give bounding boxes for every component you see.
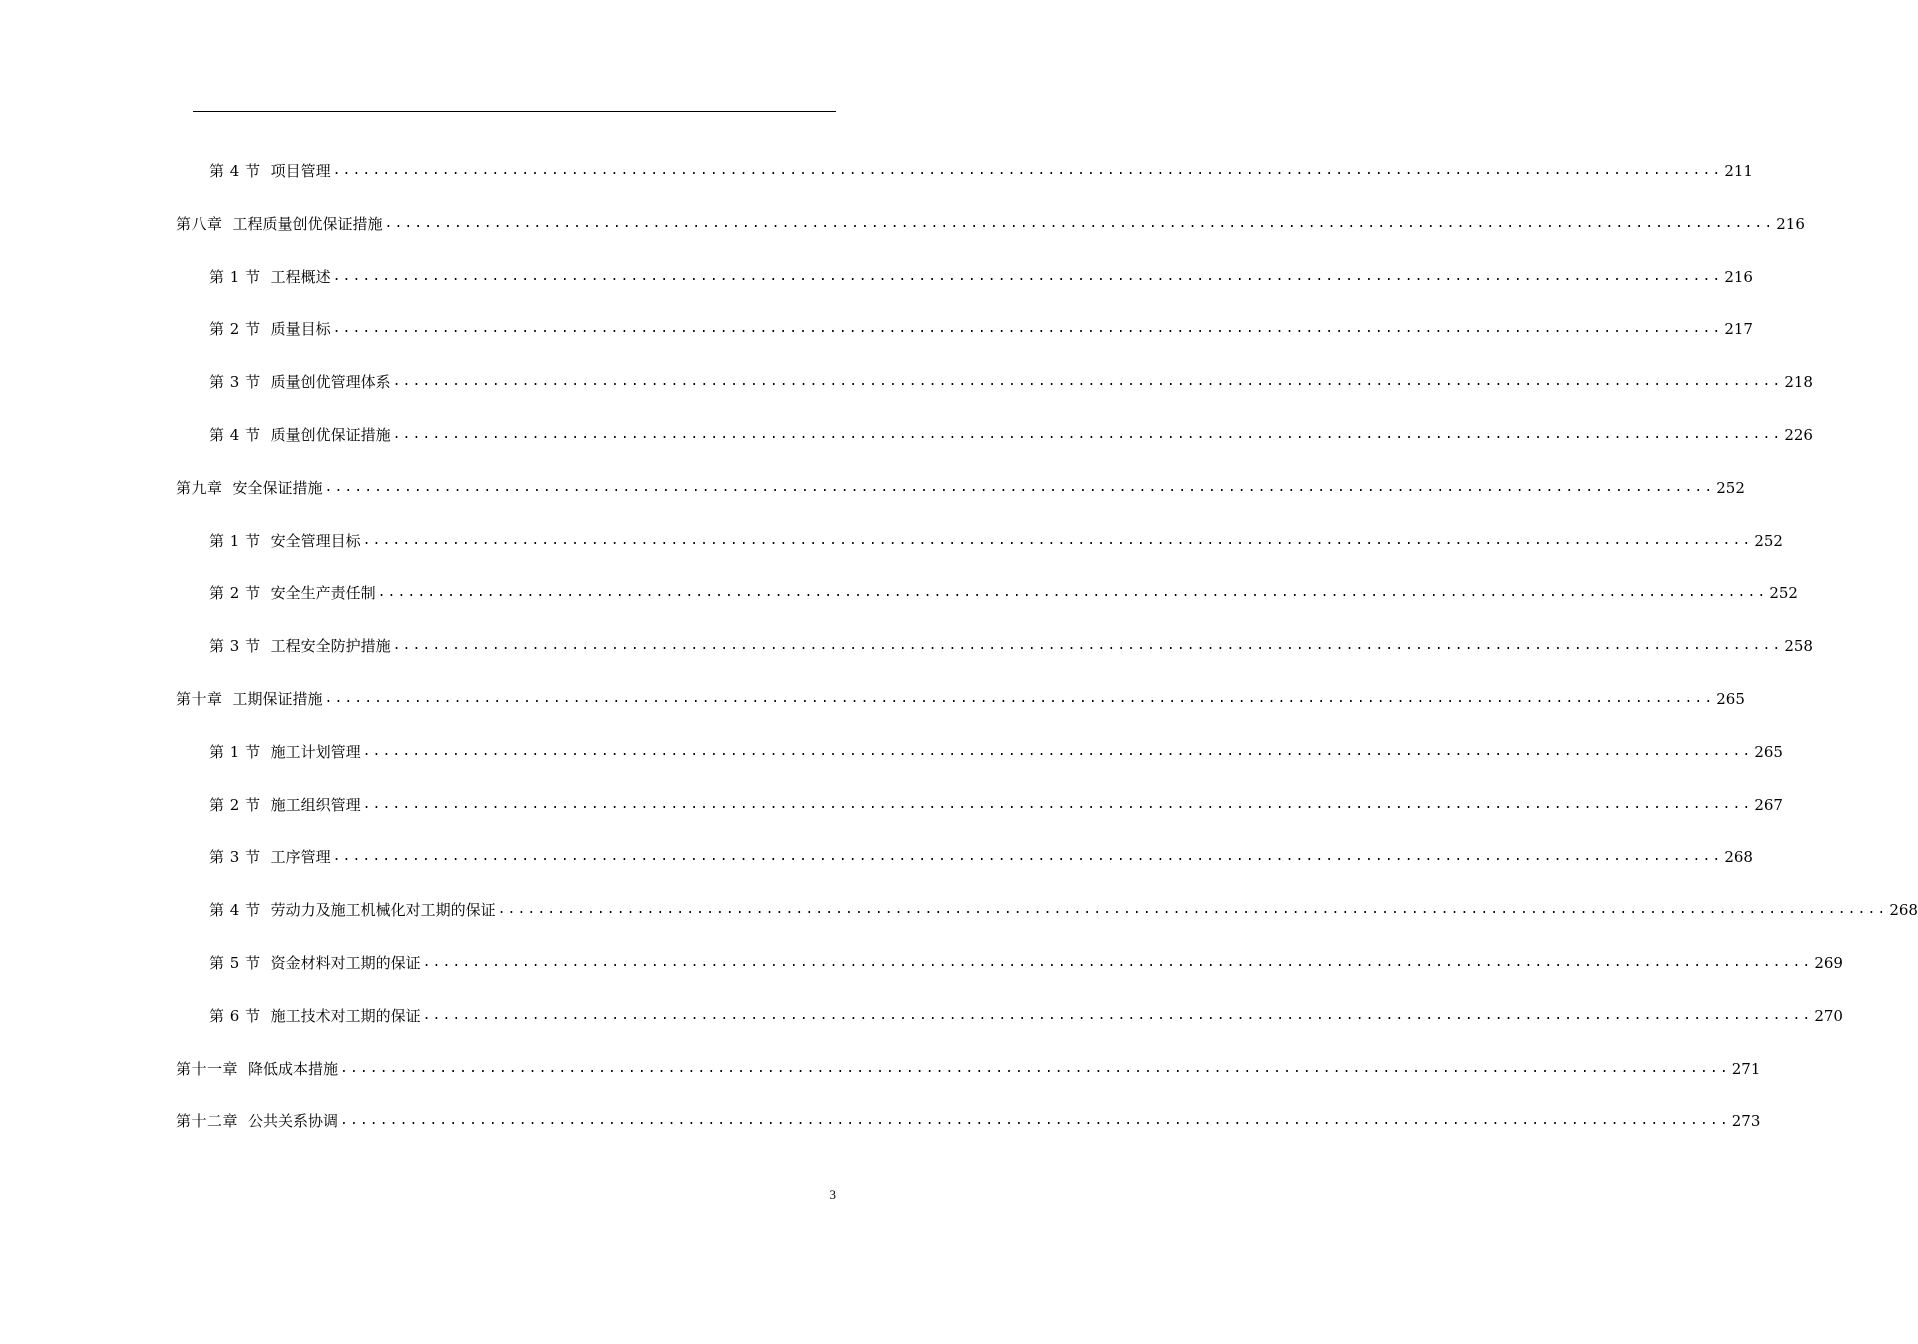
toc-section-entry[interactable] [209,315,1753,339]
toc-entry-number: 第八章 [176,214,223,233]
toc-entry-page: 258 [1784,637,1813,656]
toc-dot-leader: ............................................................................................................................................ [332,849,1723,865]
toc-dot-leader: ............................................................................................................................................ [422,1007,1813,1023]
toc-section-entry[interactable] [209,157,1753,181]
toc-entry-title: 安全管理目标 [270,531,361,550]
toc-entry-page: 269 [1814,954,1843,972]
toc-dot-leader: ............................................................................................................................................ [392,374,1783,390]
toc-entry-number: 第 4 节 [209,162,261,180]
toc-chapter-entry[interactable] [176,685,1745,709]
toc-section-entry[interactable] [209,1002,1843,1026]
toc-entry-title: 工程概述 [270,267,331,286]
toc-entry-page: 217 [1724,320,1753,339]
toc-entry-title: 施工组织管理 [270,795,361,814]
toc-entry-number: 第 2 节 [209,795,261,814]
toc-entry-page: 252 [1754,531,1783,550]
toc-entry-number: 第 3 节 [209,848,261,867]
toc-dot-leader: ............................................................................................................................................ [377,585,1768,601]
toc-dot-leader: ............................................................................................................................................ [324,691,1715,706]
toc-entry-number: 第 1 节 [209,531,261,550]
toc-entry-title: 工序管理 [270,848,331,867]
toc-dot-leader: ............................................................................................................................................ [362,796,1753,812]
toc-entry-number: 第 2 节 [209,584,261,603]
toc-section-entry[interactable] [209,421,1813,445]
toc-entry-page: 211 [1724,162,1753,180]
toc-entry-number: 第 1 节 [209,267,261,286]
toc-entry-page: 267 [1754,795,1783,814]
toc-entry-number: 第 1 节 [209,742,261,761]
toc-chapter-entry[interactable] [176,1107,1761,1131]
toc-entry-number: 第十一章 [176,1059,239,1078]
toc-dot-leader: ............................................................................................................................................ [340,1113,1730,1129]
toc-dot-leader: ............................................................................................................................................ [324,479,1715,495]
page-number: 3 [829,1187,836,1202]
toc-section-entry[interactable] [209,791,1783,815]
toc-entry-page: 273 [1731,1112,1761,1131]
toc-entry-title: 劳动力及施工机械化对工期的保证 [270,901,496,920]
toc-section-entry[interactable] [209,949,1843,973]
toc-entry-page: 268 [1724,848,1753,867]
toc-entry-number: 第 6 节 [209,1006,261,1025]
toc-dot-leader: ............................................................................................................................................ [362,743,1753,759]
toc-dot-leader: ............................................................................................................................................ [332,321,1723,337]
toc-dot-leader: ............................................................................................................................................ [392,427,1783,442]
toc-section-entry[interactable] [209,632,1813,656]
toc-entry-page: 265 [1754,742,1783,761]
toc-entry-page: 216 [1776,214,1805,233]
toc-entry-page: 218 [1784,373,1813,392]
toc-entry-title: 工程质量创优保证措施 [232,214,383,233]
toc-dot-leader: ............................................................................................................................................ [384,215,1775,231]
toc-section-entry[interactable] [209,527,1783,551]
toc-entry-number: 第九章 [176,478,223,497]
toc-entry-number: 第 5 节 [209,954,261,972]
toc-entry-number: 第 3 节 [209,637,261,656]
toc-section-entry[interactable] [209,896,1918,920]
toc-entry-title: 质量创优管理体系 [270,373,391,392]
toc-entry-page: 252 [1716,478,1745,497]
toc-entry-number: 第 4 节 [209,426,261,444]
toc-dot-leader: ............................................................................................................................................ [340,1060,1730,1076]
toc-entry-page: 252 [1769,584,1798,603]
toc-entry-title: 公共关系协调 [248,1112,339,1131]
toc-entry-title: 安全生产责任制 [270,584,376,603]
toc-chapter-entry[interactable] [176,1055,1761,1079]
toc-entry-number: 第 3 节 [209,373,261,392]
toc-entry-page: 268 [1889,901,1918,920]
toc-dot-leader: ............................................................................................................................................ [332,268,1723,284]
toc-section-entry[interactable] [209,738,1783,762]
toc-entry-title: 质量目标 [270,320,331,339]
toc-dot-leader: ............................................................................................................................................ [392,638,1783,654]
toc-entry-page: 216 [1724,267,1753,286]
toc-entry-title: 资金材料对工期的保证 [270,954,421,972]
toc-dot-leader: ............................................................................................................................................ [362,532,1753,548]
toc-entry-title: 工程安全防护措施 [270,637,391,656]
toc-chapter-entry[interactable] [176,210,1805,234]
toc-entry-page: 271 [1731,1059,1761,1078]
toc-dot-leader: ............................................................................................................................................ [422,955,1813,970]
toc-entry-title: 安全保证措施 [232,478,323,497]
toc-entry-number: 第 4 节 [209,901,261,920]
toc-section-entry[interactable] [209,368,1813,392]
toc-entry-page: 265 [1716,690,1745,708]
toc-entry-title: 施工计划管理 [270,742,361,761]
toc-dot-leader: ............................................................................................................................................ [497,902,1888,918]
toc-entry-title: 质量创优保证措施 [270,426,391,444]
toc-section-entry[interactable] [209,579,1798,603]
toc-section-entry[interactable] [209,843,1753,867]
toc-chapter-entry[interactable] [176,474,1745,498]
toc-entry-number: 第十二章 [176,1112,239,1131]
toc-entry-number: 第 2 节 [209,320,261,339]
toc-entry-number: 第十章 [176,690,223,708]
toc-entry-page: 270 [1814,1006,1843,1025]
toc-section-entry[interactable] [209,263,1753,287]
toc-entry-title: 项目管理 [270,162,331,180]
toc-entry-title: 工期保证措施 [232,690,323,708]
toc-entry-title: 施工技术对工期的保证 [270,1006,421,1025]
toc-dot-leader: ............................................................................................................................................ [332,163,1723,178]
toc-entry-title: 降低成本措施 [248,1059,339,1078]
toc-entry-page: 226 [1784,426,1813,444]
